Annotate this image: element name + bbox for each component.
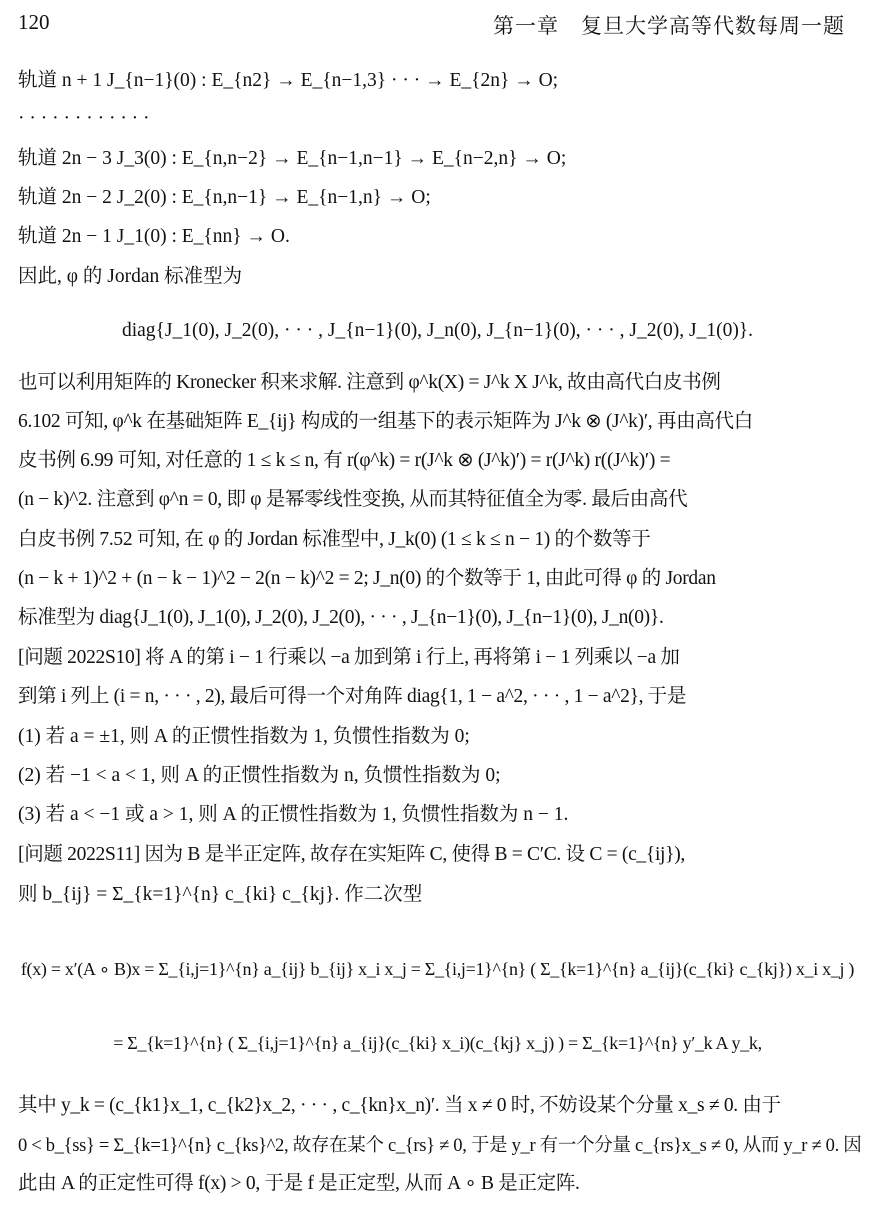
equation-line: f(x) = x′(A ∘ B)x = Σ_{i,j=1}^{n} a_{ij} b_{ij} x_i x_j = Σ_{i,j=1}^{n} ( Σ_{k=1}^{n} a_{ij}(c_{ki} c_{kj}) x_i x_j ) <box>20 959 855 979</box>
text-line: 此由 A 的正定性可得 f(x) > 0, 于是 f 是正定型, 从而 A ∘ B 是正定阵. <box>18 1173 580 1194</box>
text-line: 白皮书例 7.52 可知, 在 φ 的 Jordan 标准型中, J_k(0) (1 ≤ k ≤ n − 1) 的个数等于 <box>18 529 651 550</box>
text-line: 轨道 2n − 2 J_2(0) : E_{n,n−1} → E_{n−1,n} → O; <box>18 187 431 208</box>
text-line: 皮书例 6.99 可知, 对任意的 1 ≤ k ≤ n, 有 r(φ^k) = r(J^k ⊗ (J^k)′) = r(J^k) r((J^k)′) = <box>18 450 671 471</box>
page-number: 120 <box>18 10 50 34</box>
equation-line: = Σ_{k=1}^{n} ( Σ_{i,j=1}^{n} a_{ij}(c_{ki} x_i)(c_{kj} x_j) ) = Σ_{k=1}^{n} y′_k A y_k, <box>113 1033 762 1053</box>
chapter-title: 第一章 复旦大学高等代数每周一题 <box>493 14 845 38</box>
problem-heading-line: [问题 2022S10] 将 A 的第 i − 1 行乘以 −a 加到第 i 行上, 再将第 i − 1 列乘以 −a 加 <box>18 647 680 668</box>
text-line: · · · · · · · · · · · · <box>18 108 150 129</box>
text-line: (3) 若 a < −1 或 a > 1, 则 A 的正惯性指数为 1, 负惯性指数为 n − 1. <box>18 804 569 825</box>
text-line: 轨道 2n − 1 J_1(0) : E_{nn} → O. <box>18 226 290 247</box>
equation-line: diag{J_1(0), J_2(0), · · · , J_{n−1}(0), J_n(0), J_{n−1}(0), · · · , J_2(0), J_1(0)}. <box>121 320 754 341</box>
text-line: 轨道 2n − 3 J_3(0) : E_{n,n−2} → E_{n−1,n−1} → E_{n−2,n} → O; <box>18 148 567 169</box>
text-line: 0 < b_{ss} = Σ_{k=1}^{n} c_{ks}^2, 故存在某个 c_{rs} ≠ 0, 于是 y_r 有一个分量 c_{rs}x_s ≠ 0, 从而 y_r ≠ 0. 因 <box>18 1136 862 1156</box>
text-line: 则 b_{ij} = Σ_{k=1}^{n} c_{ki} c_{kj}. 作二次型 <box>18 884 423 905</box>
text-line: (1) 若 a = ±1, 则 A 的正惯性指数为 1, 负惯性指数为 0; <box>18 726 470 747</box>
text-line: 也可以利用矩阵的 Kronecker 积来求解. 注意到 φ^k(X) = J^k X J^k, 故由高代白皮书例 <box>18 372 721 393</box>
text-line: 因此, φ 的 Jordan 标准型为 <box>18 266 243 287</box>
problem-heading-line: [问题 2022S11] 因为 B 是半正定阵, 故存在实矩阵 C, 使得 B = C′C. 设 C = (c_{ij}), <box>18 844 686 865</box>
page-header <box>18 10 845 36</box>
text-line: (2) 若 −1 < a < 1, 则 A 的正惯性指数为 n, 负惯性指数为 0; <box>18 765 501 786</box>
text-line: (n − k)^2. 注意到 φ^n = 0, 即 φ 是幂零线性变换, 从而其特征值全为零. 最后由高代 <box>18 489 688 510</box>
text-line: (n − k + 1)^2 + (n − k − 1)^2 − 2(n − k)^2 = 2; J_n(0) 的个数等于 1, 由此可得 φ 的 Jordan <box>18 568 716 589</box>
text-line: 轨道 n + 1 J_{n−1}(0) : E_{n2} → E_{n−1,3} · · · → E_{2n} → O; <box>18 70 559 91</box>
text-line: 标准型为 diag{J_1(0), J_1(0), J_2(0), J_2(0), · · · , J_{n−1}(0), J_{n−1}(0), J_n(0)}. <box>18 607 664 628</box>
text-line: 其中 y_k = (c_{k1}x_1, c_{k2}x_2, · · · , c_{kn}x_n)′. 当 x ≠ 0 时, 不妨设某个分量 x_s ≠ 0. 由于 <box>18 1095 781 1116</box>
text-line: 6.102 可知, φ^k 在基础矩阵 E_{ij} 构成的一组基下的表示矩阵为 J^k ⊗ (J^k)′, 再由高代白 <box>18 411 753 432</box>
text-line: 到第 i 列上 (i = n, · · · , 2), 最后可得一个对角阵 diag{1, 1 − a^2, · · · , 1 − a^2}, 于是 <box>18 686 687 707</box>
